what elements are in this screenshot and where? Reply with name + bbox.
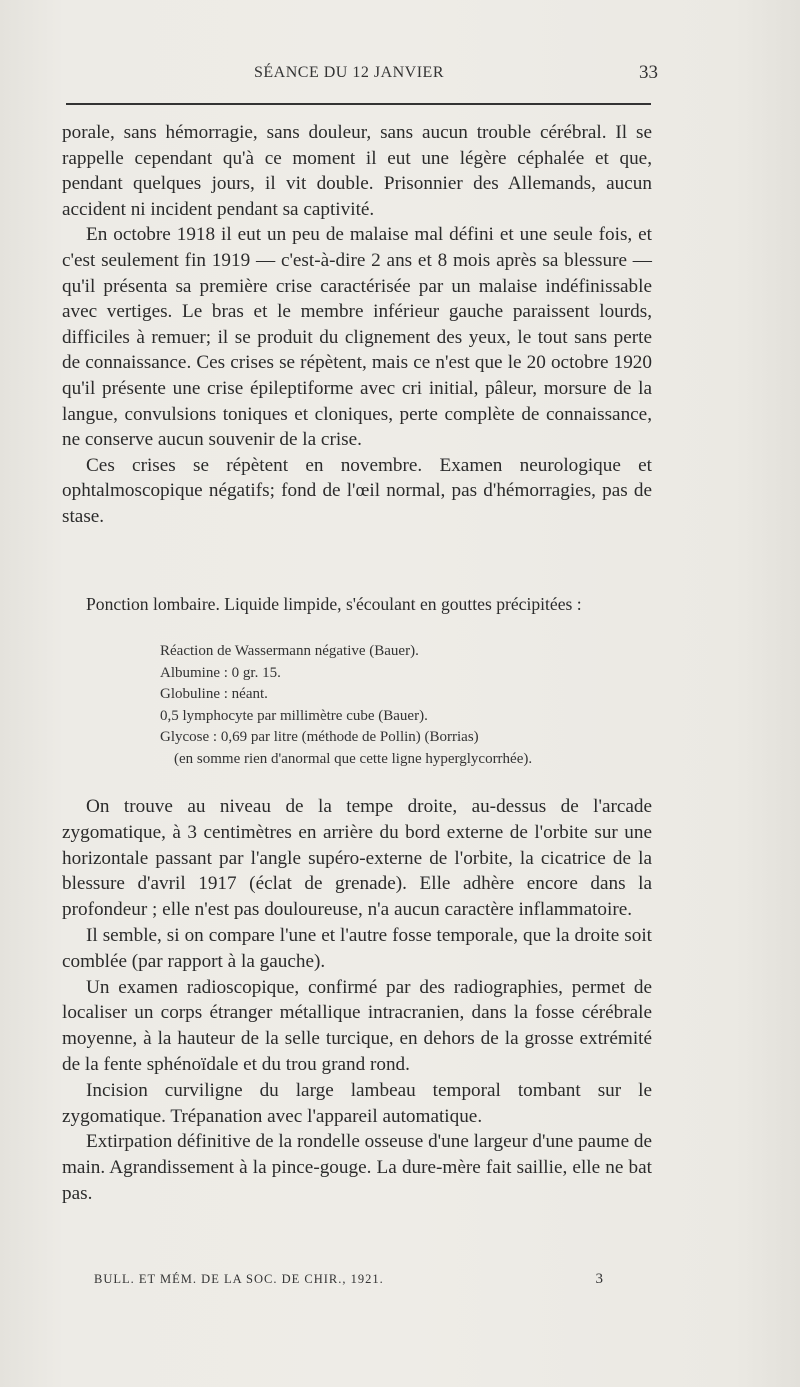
paragraph: Un examen radioscopique, confirmé par des radiographies, permet de localiser un corps étranger métallique intracranien, dans la fosse cérébrale moyenne, à la hauteur de la selle turcique, en dehors de la grosse extrémité de la fente sphénoïdale et du trou grand rond.	[62, 976, 652, 1075]
lab-result-line: (en somme rien d'anormal que cette ligne hyperglycorrhée).	[174, 750, 533, 767]
page-number: 33	[639, 62, 658, 83]
lab-result-line: Réaction de Wassermann négative (Bauer).	[160, 643, 419, 659]
paragraph: Ponction lombaire. Liquide limpide, s'écoulant en gouttes précipitées :	[86, 594, 582, 614]
header-rule	[66, 103, 651, 105]
paragraph: En octobre 1918 il eut un peu de malaise mal défini et une seule fois, et c'est seulement fin 1919 — c'est-à-dire 2 ans et 8 mois après sa blessure — qu'il présenta sa première crise caractérisée par un malaise indéfinissable avec vertiges. Le bras et le membre inférieur gauche paraissent lourds, difficiles à remuer; il se produit du clignement des yeux, le tout sans perte de connaissance. Ces crises se répètent, mais ce n'est que le 20 octobre 1920 qu'il présente une crise épileptiforme avec cri initial, pâleur, morsure de la langue, convulsions toniques et cloniques, perte complète de connaissance, ne conserve aucun souvenir de la crise.	[62, 224, 652, 451]
lab-result-line: Albumine : 0 gr. 15.	[160, 664, 281, 681]
page-footer	[94, 1272, 604, 1292]
footer-journal: BULL. ET MÉM. DE LA SOC. DE CHIR., 1921.	[94, 1272, 384, 1286]
lumbar-puncture-section	[62, 592, 652, 616]
lab-results-list	[160, 641, 660, 771]
paragraph: Il semble, si on compare l'une et l'autre fosse temporale, que la droite soit comblée (par rapport à la gauche).	[62, 924, 652, 972]
paragraph: On trouve au niveau de la tempe droite, au-dessus de l'arcade zygomatique, à 3 centimètres en arrière du bord externe de l'orbite sur une horizontale passant par l'angle supéro-externe de l'orbite, la cicatrice de la blessure d'avril 1917 (éclat de grenade). Elle adhère encore dans la profondeur ; elle n'est pas douloureuse, n'a aucun caractère inflammatoire.	[62, 796, 652, 921]
running-head: SÉANCE DU 12 JANVIER	[254, 64, 444, 81]
body-text-bottom	[62, 794, 652, 1207]
paragraph: Extirpation définitive de la rondelle osseuse d'une largeur d'une paume de main. Agrandissement à la pince-gouge. La dure-mère fait saillie, elle ne bat pas.	[62, 1131, 653, 1204]
lab-result-line: 0,5 lymphocyte par millimètre cube (Bauer).	[160, 707, 428, 724]
body-text-top	[62, 120, 652, 530]
lab-result-line: Glycose : 0,69 par litre (méthode de Pollin) (Borrias)	[160, 729, 479, 746]
paragraph: Ces crises se répètent en novembre. Examen neurologique et ophtalmoscopique négatifs; fond de l'œil normal, pas d'hémorragies, pas de stase.	[62, 454, 652, 527]
paragraph: porale, sans hémorragie, sans douleur, sans aucun trouble cérébral. Il se rappelle cependant qu'à ce moment il eut une légère céphalée et que, pendant quelques jours, il vit double. Prisonnier des Allemands, aucun accident ni incident pendant sa captivité.	[62, 122, 652, 220]
footer-signature: 3	[595, 1271, 604, 1287]
lab-result-line: Globuline : néant.	[160, 686, 268, 703]
paragraph: Incision curviligne du large lambeau temporal tombant sur le zygomatique. Trépanation avec l'appareil automatique.	[62, 1079, 652, 1127]
page-header	[64, 62, 658, 90]
